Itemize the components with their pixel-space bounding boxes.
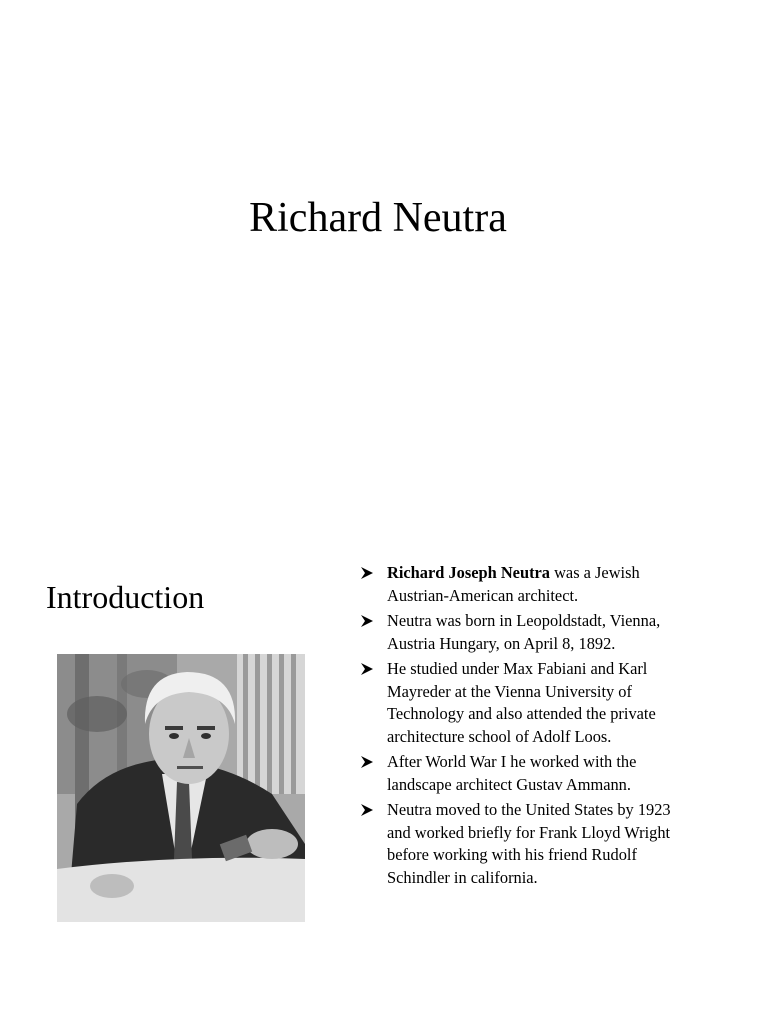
arrowhead-bullet-icon bbox=[360, 755, 374, 769]
bullet-lead-text: Richard Joseph Neutra bbox=[387, 563, 550, 582]
list-item bbox=[358, 799, 698, 889]
arrowhead-bullet-icon bbox=[360, 614, 374, 628]
section-heading: Introduction bbox=[46, 579, 205, 615]
bullet-list bbox=[358, 562, 698, 892]
bullet-text: After World War I he worked with the landscape architect Gustav Ammann. bbox=[387, 752, 637, 794]
list-item bbox=[358, 751, 698, 796]
list-item bbox=[358, 562, 698, 607]
list-item bbox=[358, 610, 698, 655]
portrait-illustration bbox=[57, 654, 305, 922]
bullet-text: Neutra was born in Leopoldstadt, Vienna, Austria Hungary, on April 8, 1892. bbox=[387, 611, 661, 653]
arrowhead-bullet-icon bbox=[360, 566, 374, 580]
slide-title: Richard Neutra bbox=[249, 195, 507, 241]
bullet-text: Neutra moved to the United States by 1923 and worked briefly for Frank Lloyd Wright before working with his friend Rudolf Schindler in california. bbox=[387, 800, 671, 887]
arrowhead-bullet-icon bbox=[360, 662, 374, 676]
list-item bbox=[358, 658, 698, 748]
arrowhead-bullet-icon bbox=[360, 803, 374, 817]
bullet-text: He studied under Max Fabiani and Karl Mayreder at the Vienna University of Technology and also attended the private architecture school of Adolf Loos. bbox=[387, 659, 656, 746]
portrait-photo bbox=[57, 654, 305, 922]
bullet-text: was a Jewish Austrian-American architect. bbox=[387, 563, 640, 605]
